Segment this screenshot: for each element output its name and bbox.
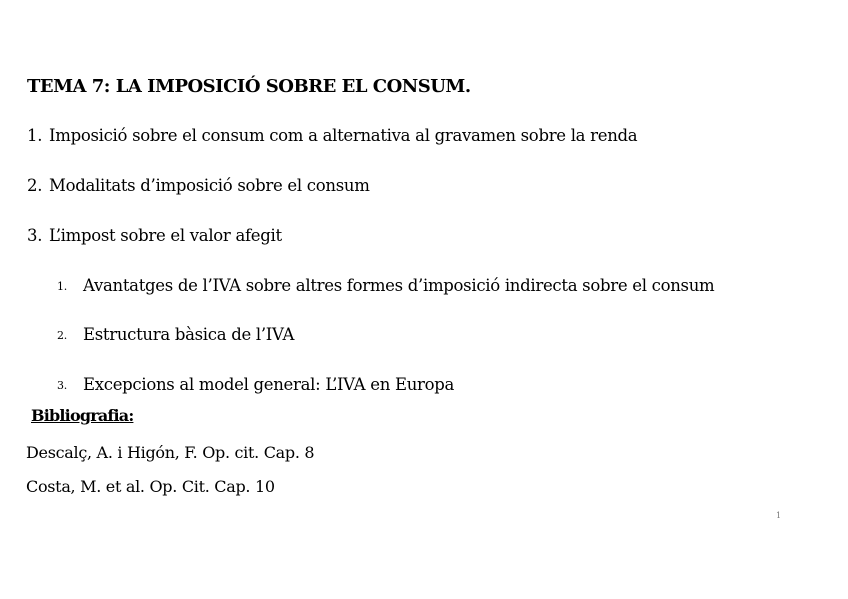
sub-list-item-number: 1. [57,280,67,293]
page-title: TEMA 7: LA IMPOSICIÓ SOBRE EL CONSUM. [27,76,471,97]
list-item-text: Imposició sobre el consum com a alternativa al gravamen sobre la renda [49,126,638,145]
list-item [27,226,282,245]
list-item [27,126,637,145]
bibliography-reference: Descalç, A. i Higón, F. Op. cit. Cap. 8 [26,443,315,462]
list-item-number: 1. [27,126,43,145]
page-number: 1 [776,511,782,520]
sub-list-item [57,276,715,295]
list-item-number: 2. [27,176,43,195]
list-item-text: Modalitats d’imposició sobre el consum [49,176,370,195]
bibliography-heading: Bibliografia: [31,406,134,425]
sub-list-item-text: Avantatges de l’IVA sobre altres formes d’imposició indirecta sobre el consum [83,276,715,295]
sub-list-item [57,375,455,394]
sub-list-item-number: 2. [57,329,67,342]
list-item-text: L’impost sobre el valor afegit [49,226,282,245]
bibliography-reference: Costa, M. et al. Op. Cit. Cap. 10 [26,477,275,496]
list-item [27,176,370,195]
sub-list-item-text: Estructura bàsica de l’IVA [83,325,295,344]
sub-list-item-number: 3. [57,379,67,392]
list-item-number: 3. [27,226,43,245]
sub-list-item-text: Excepcions al model general: L’IVA en Europa [83,375,455,394]
sub-list-item [57,325,295,344]
